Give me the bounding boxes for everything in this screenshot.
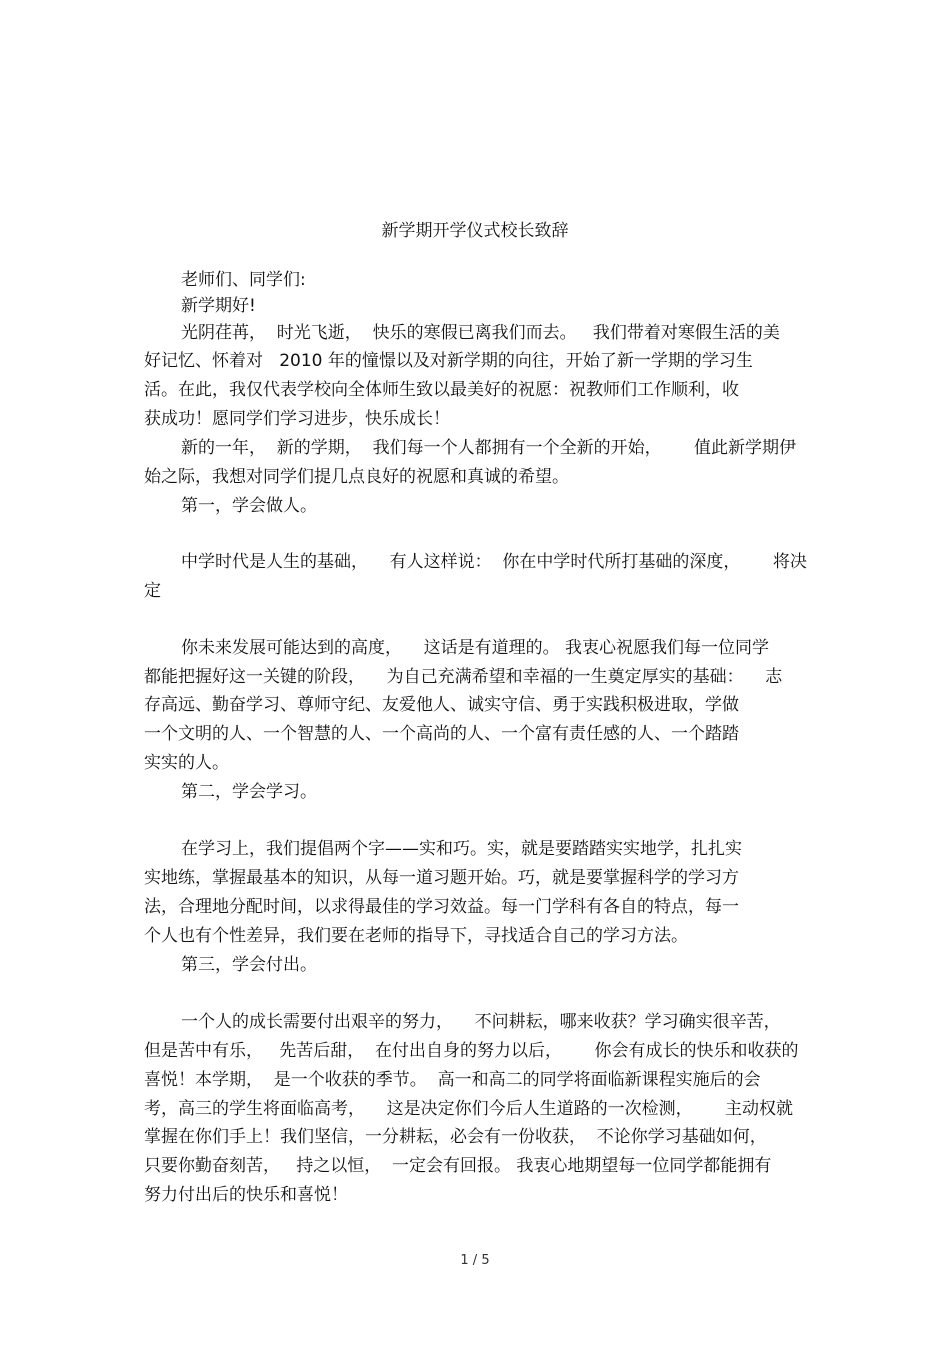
text-line: 在学习上，我们提倡两个字——实和巧。实，就是要踏踏实实地学，扎扎实 xyxy=(181,839,742,859)
text-line: 存高远、勤奋学习、尊师守纪、友爱他人、诚实守信、勇于实践积极进取，学做 xyxy=(144,695,739,715)
text-line: 好记忆、怀着对 2010 年的憧憬以及对新学期的向往，开始了新一学期的学习生 xyxy=(144,351,753,371)
salutation: 老师们、同学们: xyxy=(181,270,306,290)
text-line: 只要你勤奋刻苦， 持之以恒， 一定会有回报。 我衷心地期望每一位同学都能拥有 xyxy=(144,1156,772,1176)
text-line: 中学时代是人生的基础， 有人这样说： 你在中学时代所打基础的深度， 将决 xyxy=(181,552,807,572)
section-heading-1: 第一，学会做人。 xyxy=(181,496,317,516)
text-line: 一个文明的人、一个智慧的人、一个高尚的人、一个富有责任感的人、一个踏踏 xyxy=(144,724,739,744)
text-line: 获成功！愿同学们学习进步，快乐成长！ xyxy=(144,409,450,429)
page-number: 1 / 5 xyxy=(460,1253,490,1268)
text-line: 努力付出后的快乐和喜悦！ xyxy=(144,1185,348,1205)
text-line: 新的一年， 新的学期， 我们每一个人都拥有一个全新的开始， 值此新学期伊 xyxy=(181,438,797,458)
text-line: 光阴荏苒， 时光飞逝， 快乐的寒假已离我们而去。 我们带着对寒假生活的美 xyxy=(181,323,780,343)
document-title: 新学期开学仪式校长致辞 xyxy=(381,221,569,241)
text-line: 个人也有个性差异，我们要在老师的指导下，寻找适合自己的学习方法。 xyxy=(144,926,688,946)
text-line: 考，高三的学生将面临高考， 这是决定你们今后人生道路的一次检测， 主动权就 xyxy=(144,1099,794,1119)
section-heading-3: 第三，学会付出。 xyxy=(181,955,317,975)
text-line: 实实的人。 xyxy=(144,753,229,773)
greeting: 新学期好! xyxy=(181,296,256,316)
text-line: 掌握在你们手上！我们坚信，一分耕耘，必会有一份收获， 不论你学习基础如何， xyxy=(144,1127,767,1147)
text-line: 定 xyxy=(144,581,161,601)
text-line: 实地练，掌握最基本的知识，从每一道习题开始。巧，就是要掌握科学的学习方 xyxy=(144,868,739,888)
text-line: 始之际，我想对同学们提几点良好的祝愿和真诚的希望。 xyxy=(144,467,569,487)
section-heading-2: 第二，学会学习。 xyxy=(181,782,317,802)
text-line: 活。在此，我仅代表学校向全体师生致以最美好的祝愿：祝教师们工作顺利，收 xyxy=(144,380,739,400)
text-line: 但是苦中有乐， 先苦后甜， 在付出自身的努力以后， 你会有成长的快乐和收获的 xyxy=(144,1041,799,1061)
text-line: 你未来发展可能达到的高度， 这话是有道理的。 我衷心祝愿我们每一位同学 xyxy=(181,638,770,658)
text-line: 喜悦！本学期， 是一个收获的季节。 高一和高二的同学将面临新课程实施后的会 xyxy=(144,1070,761,1090)
text-line: 一个人的成长需要付出艰辛的努力， 不问耕耘，哪来收获？学习确实很辛苦， xyxy=(181,1012,781,1032)
text-line: 法，合理地分配时间，以求得最佳的学习效益。每一门学科有各自的特点，每一 xyxy=(144,897,739,917)
text-line: 都能把握好这一关键的阶段， 为自己充满希望和幸福的一生奠定厚实的基础： 志 xyxy=(144,667,783,687)
